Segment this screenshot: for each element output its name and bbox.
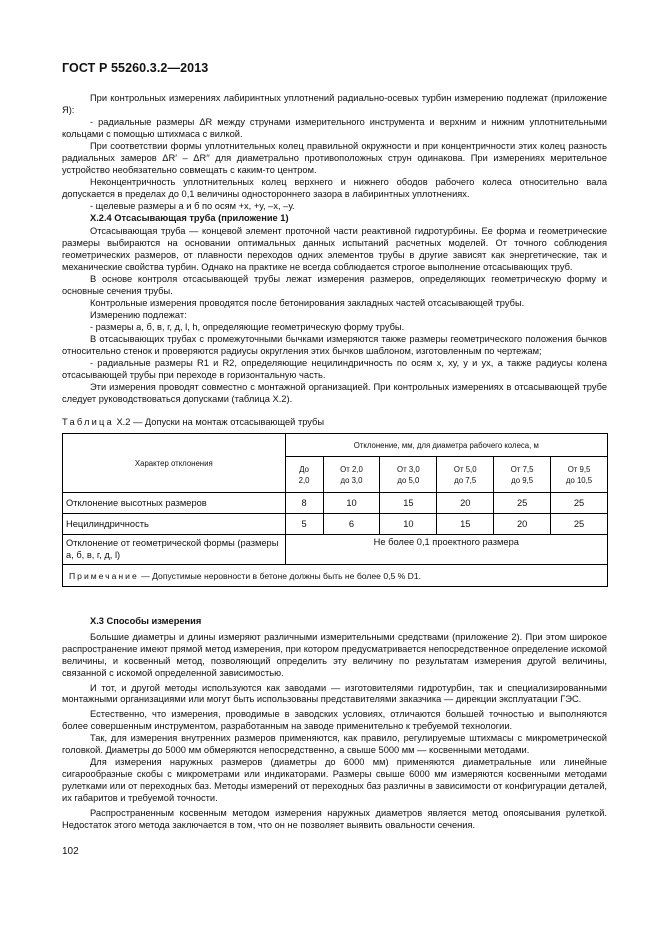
header-deviation-mm: Отклонение, мм, для диаметра рабочего колеса, м [285, 434, 607, 457]
range-header: От 5,0 до 7,5 [437, 457, 494, 493]
range-header: От 3,0 до 5,0 [380, 457, 437, 493]
cell: 5 [285, 514, 323, 535]
table-caption-prefix: Таблица [62, 417, 114, 427]
paragraph: При соответствии формы уплотнительных колец правильной окружности и при концентричности этих колец разность радиальных замеров ΔR′ – ΔR′′ для диаметрально противоположных струн одинакова. При измерениях мерительное устройство необязательно совмещать с каким-то центром. [62, 141, 607, 176]
cell: 25 [494, 493, 551, 514]
table-row [63, 514, 608, 535]
row-label: Нецилиндричность [63, 514, 286, 535]
cell: 6 [323, 514, 380, 535]
paragraph: И тот, и другой методы используются как заводами — изготовителями гидротурбин, так и специализированными монтажными организациями или могут быть использованы представителями заказчика — дирекции эксплуатации ГЭС. [62, 682, 607, 705]
table-row [63, 535, 608, 565]
cell: 25 [551, 493, 608, 514]
range-header: До 2,0 [285, 457, 323, 493]
paragraph: В основе контроля отсасывающей трубы лежат измерения размеров, определяющих геометрическую форму и основные сечения трубы. [62, 273, 607, 296]
paragraph: - щелевые размеры а и б по осям +х, +у, –х, –у. [90, 201, 295, 212]
paragraph: В отсасывающих трубах с промежуточными бычками измеряются также размеры геометрического положения бычков относительно стенок и проверяются радиусы округления этих бычков шаблоном, изготовленным по чертежам; [62, 333, 607, 356]
section-heading-x3: Х.3 Способы измерения [90, 616, 202, 626]
range-header: От 2,0 до 3,0 [323, 457, 380, 493]
cell: 25 [551, 514, 608, 535]
note-prefix: Примечание [69, 570, 139, 581]
paragraph: Большие диаметры и длины измеряют различными измерительными средствами (приложение 2). При этом широкое распространение имеют прямой метод измерения, при котором предусматривается непосредственное определение искомой величины, и косвенный метод, позволяющий определить эту величину по результатам измерения другой величины, связанной с искомой определенной зависимостью. [62, 631, 607, 678]
row-label: Отклонение от геометрической формы (размеры а, б, в, г, д, l) [63, 535, 286, 565]
table-row [63, 493, 608, 514]
table-caption-text: Х.2 — Допуски на монтаж отсасывающей трубы [116, 417, 325, 427]
cell: 15 [437, 514, 494, 535]
note-text: — Допустимые неровности в бетоне должны быть не более 0,5 % D1. [141, 570, 422, 581]
section-body-lower [62, 616, 607, 831]
header-deviation-type: Характер отклонения [63, 434, 286, 493]
paragraph: - размеры а, б, в, г, д, l, h, определяющие геометрическую форму трубы. [90, 321, 405, 332]
table-note-row [63, 565, 608, 587]
paragraph: При контрольных измерениях лабиринтных уплотнений радиально-осевых турбин измерению подлежат (приложение Я): [62, 93, 607, 116]
range-header: От 7,5 до 9,5 [494, 457, 551, 493]
range-header: От 9,5 до 10,5 [551, 457, 608, 493]
cell: 20 [437, 493, 494, 514]
cell: 10 [323, 493, 380, 514]
paragraph: Распространенным косвенным методом измерения наружных диаметров является метод опоясывания рулеткой. Недостаток этого метода заключается в том, что он не позволяет выявить овальности сечения. [62, 807, 607, 830]
cell: 10 [380, 514, 437, 535]
paragraph: - радиальные размеры R1 и R2, определяющие нецилиндричность по осям х, ху, у и ух, а также радиусы колена отсасывающей трубы при переходе в горизонтальную часть. [62, 358, 607, 381]
cell: 8 [285, 493, 323, 514]
paragraph: Неконцентричность уплотнительных колец верхнего и нижнего ободов рабочего колеса относительно вала допускается в пределах до 0,1 величины одностороннего зазора в лабиринтных уплотнениях. [62, 177, 607, 200]
table-caption [62, 417, 324, 427]
table-note [63, 565, 608, 587]
paragraph: - радиальные размеры ΔR между струнами измерительного инструмента и верхним и нижним уплотнительными кольцами с помощью штихмаса с вилкой. [62, 117, 607, 140]
paragraph: Так, для измерения внутренних размеров применяются, как правило, регулируемые штихмасы с микрометрической головкой. Диаметры до 5000 мм обмеряются непосредственно, а свыше 5000 мм — косвенными методами. [62, 733, 607, 756]
cell: Не более 0,1 проектного размера [285, 535, 607, 565]
tolerance-table [62, 433, 608, 587]
paragraph: Отсасывающая труба — концевой элемент проточной части реактивной гидротурбины. Ее форма и геометрические размеры выбираются на основании оптимальных данных испытаний расчетных моделей. От точного соблюдения геометрических размеров, от плавности переходов одних элементов трубы в другие зависят как энергетические, так и механические свойства турбин. Однако на практике не всегда соблюдается строгое выполнение отсасывающих труб. [62, 225, 607, 272]
cell: 15 [380, 493, 437, 514]
paragraph: Контрольные измерения проводятся после бетонирования закладных частей отсасывающей трубы. [90, 297, 525, 308]
paragraph: Естественно, что измерения, проводимые в заводских условиях, отличаются большей точностью и выполняются более совершенным инструментом, разработанным на заводе применительно к требуемой технологии. [62, 709, 607, 732]
paragraph: Эти измерения проводят совместно с монтажной организацией. При контрольных измерениях в отсасывающей трубе следует руководствоваться допусками (таблица Х.2). [62, 382, 607, 405]
section-body-upper [62, 92, 607, 405]
paragraph: Измерению подлежат: [90, 309, 187, 320]
cell: 20 [494, 514, 551, 535]
page-header: ГОСТ Р 55260.3.2—2013 [62, 61, 209, 75]
row-label: Отклонение высотных размеров [63, 493, 286, 514]
paragraph: Для измерения наружных размеров (диаметры до 6000 мм) применяются диаметральные или линейные сигарообразные скобы с микрометрами или индикаторами. Размеры свыше 6000 мм измеряются косвенными методами рулетками или от переходных баз. Методы измерений от переходных баз различны в зависимости от конфигурации деталей, их габаритов и требуемой точности. [62, 756, 607, 803]
section-heading-x24: Х.2.4 Отсасывающая труба (приложение 1) [90, 213, 289, 224]
page-number: 102 [62, 846, 79, 857]
